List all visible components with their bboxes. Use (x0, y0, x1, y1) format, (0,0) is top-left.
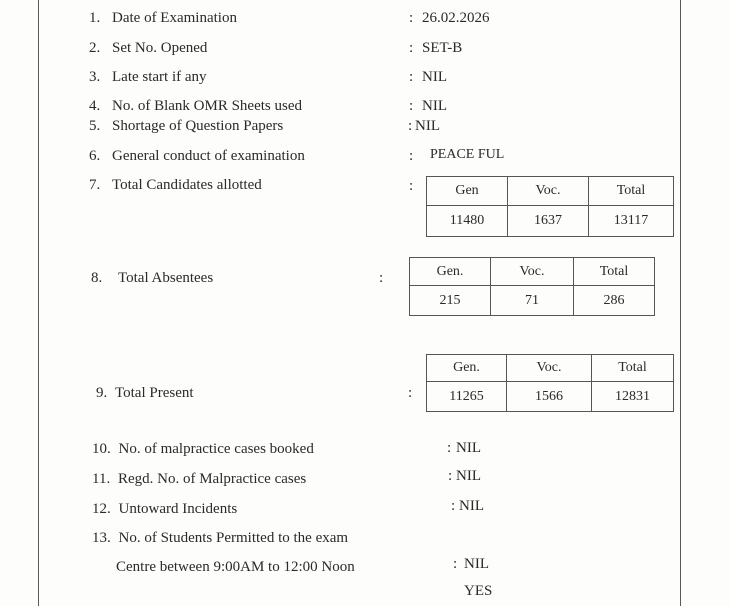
item-blank-omr-sheets (89, 98, 302, 115)
item-value: SET-B (422, 40, 463, 56)
table-header: Total (592, 355, 674, 382)
item-number: 1. (89, 10, 101, 26)
item-total-present (96, 385, 194, 402)
table-header: Gen. (410, 258, 491, 286)
table-header: Total (574, 258, 655, 286)
item-value: NIL (456, 468, 481, 484)
item-value: 26.02.2026 (422, 10, 490, 26)
item-value: NIL (459, 498, 484, 514)
item-number: 7. (89, 177, 101, 193)
item-colon: : (409, 40, 414, 56)
item-total-candidates-allotted (89, 177, 262, 194)
item-general-conduct (89, 148, 305, 165)
present-table (426, 354, 674, 412)
table-cell: 215 (410, 286, 491, 316)
item-total-absentees (91, 270, 213, 287)
table-header: Voc. (508, 177, 589, 206)
table-cell: 11265 (427, 382, 507, 412)
item-label: No. of Students Permitted to the exam (118, 530, 349, 546)
item-label: Total Present (115, 385, 194, 401)
partial-next-value: YES (464, 583, 493, 599)
item-number: 2. (89, 40, 101, 56)
table-header: Total (589, 177, 674, 206)
item-colon: : (408, 118, 413, 134)
item-shortage-question-papers (89, 118, 283, 135)
item-label: Set No. Opened (112, 40, 208, 56)
item-students-permitted (92, 530, 348, 547)
item-colon: : (379, 270, 384, 286)
table-cell: 71 (491, 286, 574, 316)
item-colon: : (408, 385, 413, 401)
table-cell: 12831 (592, 382, 674, 412)
item-label: Regd. No. of Malpractice cases (117, 471, 307, 487)
absentees-table (409, 257, 655, 316)
item-malpractice-cases-booked (92, 441, 314, 458)
item-number: 4. (89, 98, 101, 114)
item-colon: : (409, 178, 414, 194)
table-header: Voc. (507, 355, 592, 382)
item-value: NIL (456, 440, 481, 456)
item-set-no-opened (89, 40, 207, 57)
table-cell: 1566 (507, 382, 592, 412)
table-cell: 286 (574, 286, 655, 316)
item-number: 3. (89, 69, 101, 85)
item-colon: : (409, 69, 414, 85)
item-value: NIL (422, 98, 447, 114)
item-date-of-examination (89, 10, 237, 27)
item-label: Total Absentees (118, 270, 214, 286)
table-header: Gen. (427, 355, 507, 382)
item-value: NIL (415, 118, 440, 134)
item-colon: : (409, 98, 414, 114)
item-number: 9. (96, 385, 108, 401)
item-label: Date of Examination (112, 10, 237, 26)
item-value: NIL (464, 556, 489, 572)
table-cell: 11480 (427, 206, 508, 237)
allotted-table (426, 176, 674, 237)
item-label: General conduct of examination (112, 148, 305, 164)
item-colon: : (409, 10, 414, 26)
item-number: 10. (92, 441, 111, 457)
table-cell: 1637 (508, 206, 589, 237)
item-colon: : (453, 556, 458, 572)
table-header: Gen (427, 177, 508, 206)
item-number: 8. (91, 270, 103, 286)
item-regd-no-malpractice (92, 471, 306, 488)
item-students-permitted-line2: Centre between 9:00AM to 12:00 Noon (116, 559, 355, 575)
item-untoward-incidents (92, 501, 237, 518)
item-label: No. of Blank OMR Sheets used (112, 98, 302, 114)
item-label: Late start if any (112, 69, 207, 85)
item-label: Untoward Incidents (118, 501, 238, 517)
item-label: Shortage of Question Papers (112, 118, 284, 134)
item-number: 13. (92, 530, 111, 546)
table-header: Voc. (491, 258, 574, 286)
item-number: 12. (92, 501, 111, 517)
item-late-start (89, 69, 207, 86)
item-number: 6. (89, 148, 101, 164)
item-value: NIL (422, 69, 447, 85)
item-label: No. of malpractice cases booked (118, 441, 314, 457)
item-number: 11. (92, 471, 111, 487)
item-value: PEACE FUL (430, 147, 505, 162)
item-colon: : (409, 148, 414, 164)
item-colon: : (447, 440, 452, 456)
table-cell: 13117 (589, 206, 674, 237)
item-colon: : (448, 468, 453, 484)
item-number: 5. (89, 118, 101, 134)
item-label: Total Candidates allotted (112, 177, 262, 193)
item-colon: : (451, 498, 456, 514)
